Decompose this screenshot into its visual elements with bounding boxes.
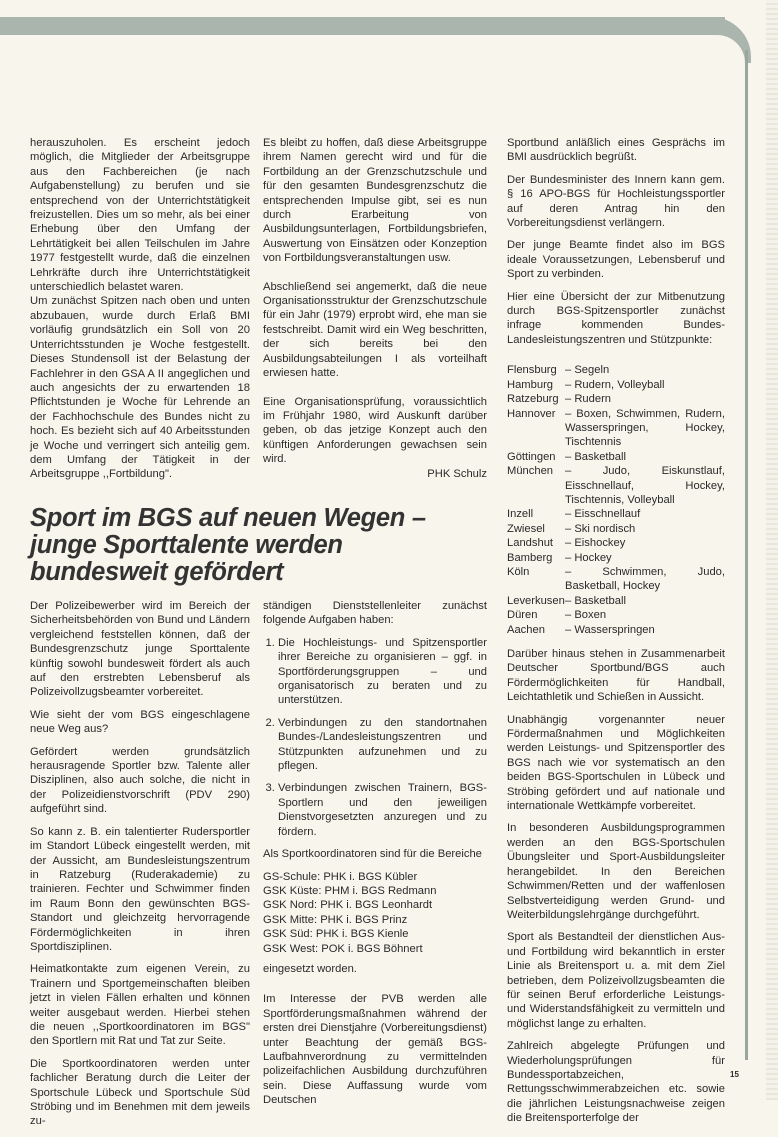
city-cell: München [507, 465, 554, 478]
city-cell: Göttingen [507, 450, 556, 463]
city-cell: Ratzeburg [507, 393, 559, 406]
city-cell: Leverkusen [507, 594, 565, 607]
headline-line: junge Sporttalente werden [30, 531, 343, 559]
list-item: GSK Nord: PHK i. BGS Leonhardt [263, 899, 433, 912]
table-row [507, 363, 725, 377]
sports-cell: – Ski nordisch [565, 522, 636, 535]
paragraph: Heimatkontakte zum eigenen Verein, zu Trainern und Sportgemeinschaften bleiben jetzt in vielen Fällen erhalten und können weiter ausgebaut werden. Hierbei stehen die neuen ,,Sportkoordinatoren im BGS" den Sportlern mit Rat und Tat zur Seite. [30, 963, 250, 1048]
bottom-column-2 [263, 599, 487, 1116]
city-cell: Inzell [507, 508, 534, 521]
city-cell: Köln [507, 565, 530, 578]
paragraph: Eine Organisationsprüfung, voraussichtlich im Frühjahr 1980, wird Auskunft darüber geben, ob das jetzige Konzept auch den künftigen Anforderungen gewachsen sein wird. [263, 395, 487, 466]
list-item: GSK Süd: PHK i. BGS Kienle [263, 928, 409, 941]
sports-cell: – Rudern, Volleyball [565, 378, 665, 391]
table-row [507, 392, 725, 406]
list-item: GSK Küste: PHM i. BGS Redmann [263, 884, 437, 897]
paragraph: Es bleibt zu hoffen, daß diese Arbeitsgruppe ihrem Namen gerecht wird und für die Fortbildung an der Grenzschutzschule und für den gesamten Bundesgrenzschutz die entsprechenden Impulse gibt, sei es nun durch Erarbeitung von Ausbildungsunterlagen, Fortbildungsbriefen, Auswertung von Einsätzen oder Konzeption von Fortbildungsveranstaltungen usw. [263, 137, 487, 265]
paragraph: Unabhängig vorgenannter neuer Fördermaßnahmen und Möglichkeiten werden Leistungs- und Spitzensportler des BGS nach wie vor systematisch an den beiden BGS-Sportschulen in Lübeck und Ströbing gefördert und auf nationale und internationale Wettkämpfe vorbereitet. [507, 713, 725, 813]
paragraph: Abschließend sei angemerkt, daß die neue Organisationsstruktur der Grenzschutzschule für ein Jahr (1979) erprobt wird, ehe man sie festschreibt. Damit wird ein Weg beschritten, der sich bereits bei den Ausbildungsabteilungen I als vorteilhaft erwiesen hatte. [263, 280, 487, 380]
table-row [507, 464, 725, 507]
author-signature: PHK Schulz [427, 467, 487, 480]
sports-cell: – Rudern [565, 393, 612, 406]
list-item: 3. Verbindungen zwischen Trainern, BGS-Sportlern und den jeweiligen Dienstvorgesetzten anzuregen und zu fördern. [278, 781, 487, 839]
paragraph: Wie sieht der vom BGS eingeschlagene neue Weg aus? [30, 708, 250, 736]
paragraph: Der Polizeibewerber wird im Bereich der Sicherheitsbehörden von Bund und Ländern vergleichend feststellen können, daß der Bundesgrenzschutz junge Sporttalente künftig sowohl bundesweit fördert als auch auf den erstrebten Lebensberuf als Polizeivollzugsbeamter vorbereitet. [30, 600, 250, 699]
table-row [507, 594, 725, 608]
paragraph: Die Sportkoordinatoren werden unter fachlicher Beratung durch die Leiter der Sportschule Lübeck und Sportschule Süd Ströbing und im Benehmen mit dem jeweils zu- [30, 1057, 250, 1128]
paragraph: In besonderen Ausbildungsprogrammen werden an den BGS-Sportschulen Übungsleiter und Sport-Ausbildungsleiter herangebildet. In den Bereichen Schwimmen/Retten und der waffenlosen Selbstverteidigung werden Grund- und Weiterbildungslehrgänge durchgeführt. [507, 822, 725, 921]
paragraph: Zahlreich abgelegte Prüfungen und Wiederholungsprüfungen für Bundessportabzeichen, Rettungsschwimmerabzeichen etc. sowie die jährlichen Leistungsnachweise zeigen die Breitensporterfolge der [507, 1040, 725, 1125]
city-cell: Bamberg [507, 551, 553, 564]
bottom-column-1 [30, 599, 250, 1137]
list-item: GSK Mitte: PHK i. BGS Prinz [263, 913, 408, 926]
city-cell: Düren [507, 609, 538, 622]
table-row [507, 522, 725, 536]
paragraph: herauszuholen. Es erscheint jedoch möglich, die Mitglieder der Arbeitsgruppe aus den Fachbereichen (je nach Aufgabenstellung) zu berufen und sie entsprechend von der Unterrichtstätigkeit freizustellen. Dies um so mehr, als bei einer Erhebung über den Umfang der Lehrtätigkeit bei allen Teilschulen im Jahre 1977 festgestellt wurde, daß die einzelnen Lehrkräfte durch ihre Unterrichtstätigkeit unterschiedlich belastet waren. [30, 137, 250, 294]
page-number: 15 [730, 1070, 739, 1079]
sports-cell: – Basketball [565, 450, 626, 463]
city-cell: Zwiesel [507, 522, 545, 535]
paragraph: Im Interesse der PVB werden alle Sportförderungsmaßnahmen während der ersten drei Dienstjahre (Vorbereitungsdienst) unter Beachtung der gemäß BGS-Laufbahnverordnung zu vermittelnden polizeifachlichen Ausbildung durchzuführen sein. Diese Auffassung wurde vom Deutschen [263, 993, 487, 1107]
paragraph: Um zunächst Spitzen nach oben und unten abzubauen, wurde durch Erlaß BMI vorläufig grundsätzlich ein Soll von 20 Unterrichtsstunden je Woche festgestellt. Dieses Stundensoll ist der Belastung der Fachlehrer in den GSA A II angeglichen und auch angesichts der zu erwartenden 18 Pflichtstunden je Woche für Lehrende an der Fachhochschule des Bundes nicht zu hoch. Es bezieht sich auf 40 Arbeitsstunden je Woche und verringert sich anteilig gem. dem Umfang der Tätigkeit in der Arbeitsgruppe ,,Fortbildung". [30, 295, 250, 481]
table-row [507, 507, 725, 521]
sports-cell: – Basketball [565, 594, 626, 607]
paragraph: eingesetzt worden. [263, 962, 357, 975]
coordinator-list [263, 870, 487, 956]
sports-cell: – Segeln [565, 364, 610, 377]
article-headline [30, 505, 426, 586]
sports-cell: – Wasserspringen [565, 623, 655, 636]
page-edge [766, 0, 778, 1100]
list-item: 1. Die Hochleistungs- und Spitzensportler ihrer Bereiche zu organisieren – ggf. in Sportförderungsgruppen – und organisatorisch zu beraten und zu unterstützen. [278, 636, 487, 708]
paragraph: Der junge Beamte findet also im BGS ideale Voraussetzungen, Lebensberuf und Sport zu verbinden. [507, 239, 725, 281]
list-item: GS-Schule: PHK i. BGS Kübler [263, 870, 418, 883]
top-column-1 [30, 136, 250, 490]
task-list [263, 636, 487, 839]
header-band [0, 17, 725, 35]
paragraph: Der Bundesminister des Innern kann gem. § 16 APO-BGS für Hochleistungssportler auf deren Antrag hin den Vorbereitungsdienst verlängern. [507, 173, 725, 230]
top-column-2 [263, 136, 487, 481]
city-cell: Aachen [507, 623, 545, 636]
headline-line: bundesweit gefördert [30, 558, 284, 586]
sports-cell: – Hockey [565, 551, 612, 564]
paragraph: Darüber hinaus stehen in Zusammenarbeit Deutscher Sportbund/BGS auch Fördermöglichkeiten für Handball, Leichtathletik und Schießen in Aussicht. [507, 648, 725, 704]
table-row [507, 551, 725, 565]
table-row [507, 378, 725, 392]
table-row [507, 450, 725, 464]
paragraph: ständigen Dienststellenleiter zunächst folgende Aufgaben haben: [263, 600, 487, 627]
table-row [507, 608, 725, 622]
right-column [507, 136, 725, 1134]
table-row [507, 536, 725, 550]
city-cell: Flensburg [507, 364, 557, 377]
table-row [507, 623, 725, 637]
paragraph: Hier eine Übersicht der zur Mitbenutzung durch BGS-Spitzensportler zunächst infrage kommenden Bundes-Landesleistungszentren und Stützpunkte: [507, 290, 725, 346]
sports-cell: – Eishockey [565, 537, 626, 550]
city-cell: Landshut [507, 537, 554, 550]
sports-cell: – Eisschnellauf [565, 508, 641, 521]
page-border-line [745, 50, 748, 1060]
paragraph: Gefördert werden grundsätzlich herausragende Sportler bzw. Talente aller Disziplinen, also auch solche, die nicht in der Polizeidienstvorschrift (PDV 290) aufgeführt sind. [30, 745, 250, 816]
paragraph: Als Sportkoordinatoren sind für die Bereiche [263, 848, 482, 861]
headline-line: Sport im BGS auf neuen Wegen – [30, 504, 426, 532]
list-item: GSK West: POK i. BGS Böhnert [263, 942, 423, 955]
city-cell: Hannover [507, 407, 556, 420]
city-cell: Hamburg [507, 378, 554, 391]
sports-cell: – Boxen [565, 609, 607, 622]
paragraph: Sport als Bestandteil der dienstlichen Aus- und Fortbildung wird bekanntlich in erster Linie als Breitensport u. a. mit dem Ziel betrieben, dem Polizeivollzugsbeamten die für seinen Beruf erforderliche Leistungs- und Widerstandsfähigkeit zu vermitteln und möglichst lange zu erhalten. [507, 931, 725, 1030]
paragraph: Sportbund anläßlich eines Gesprächs im BMI ausdrücklich begrüßt. [507, 137, 725, 164]
table-row [507, 565, 725, 594]
sports-cell: – Judo, Eiskunstlauf, Eisschnellauf, Hockey, Tischtennis, Volleyball [565, 465, 725, 506]
sports-cell: – Boxen, Schwimmen, Rudern, Wasserspringen, Hockey, Tischtennis [565, 407, 725, 449]
training-centers-table [507, 363, 725, 637]
paragraph: So kann z. B. ein talentierter Rudersportler im Standort Lübeck eingestellt werden, mit der Aussicht, am Bundesleistungszentrum in Ratzeburg (Ruderakademie) zu trainieren. Fechter und Schwimmer finden im Raum Bonn den gewünschten BGS-Standort und gleichzeitg hervorragende Fördermöglichkeiten in ihren Sportdisziplinen. [30, 825, 250, 953]
table-row [507, 407, 725, 450]
list-item: 2. Verbindungen zu den standortnahen Bundes-/Landesleistungszentren und Stützpunkten aufzunehmen und zu pflegen. [278, 716, 487, 774]
sports-cell: – Schwimmen, Judo, Basketball, Hockey [565, 565, 725, 593]
